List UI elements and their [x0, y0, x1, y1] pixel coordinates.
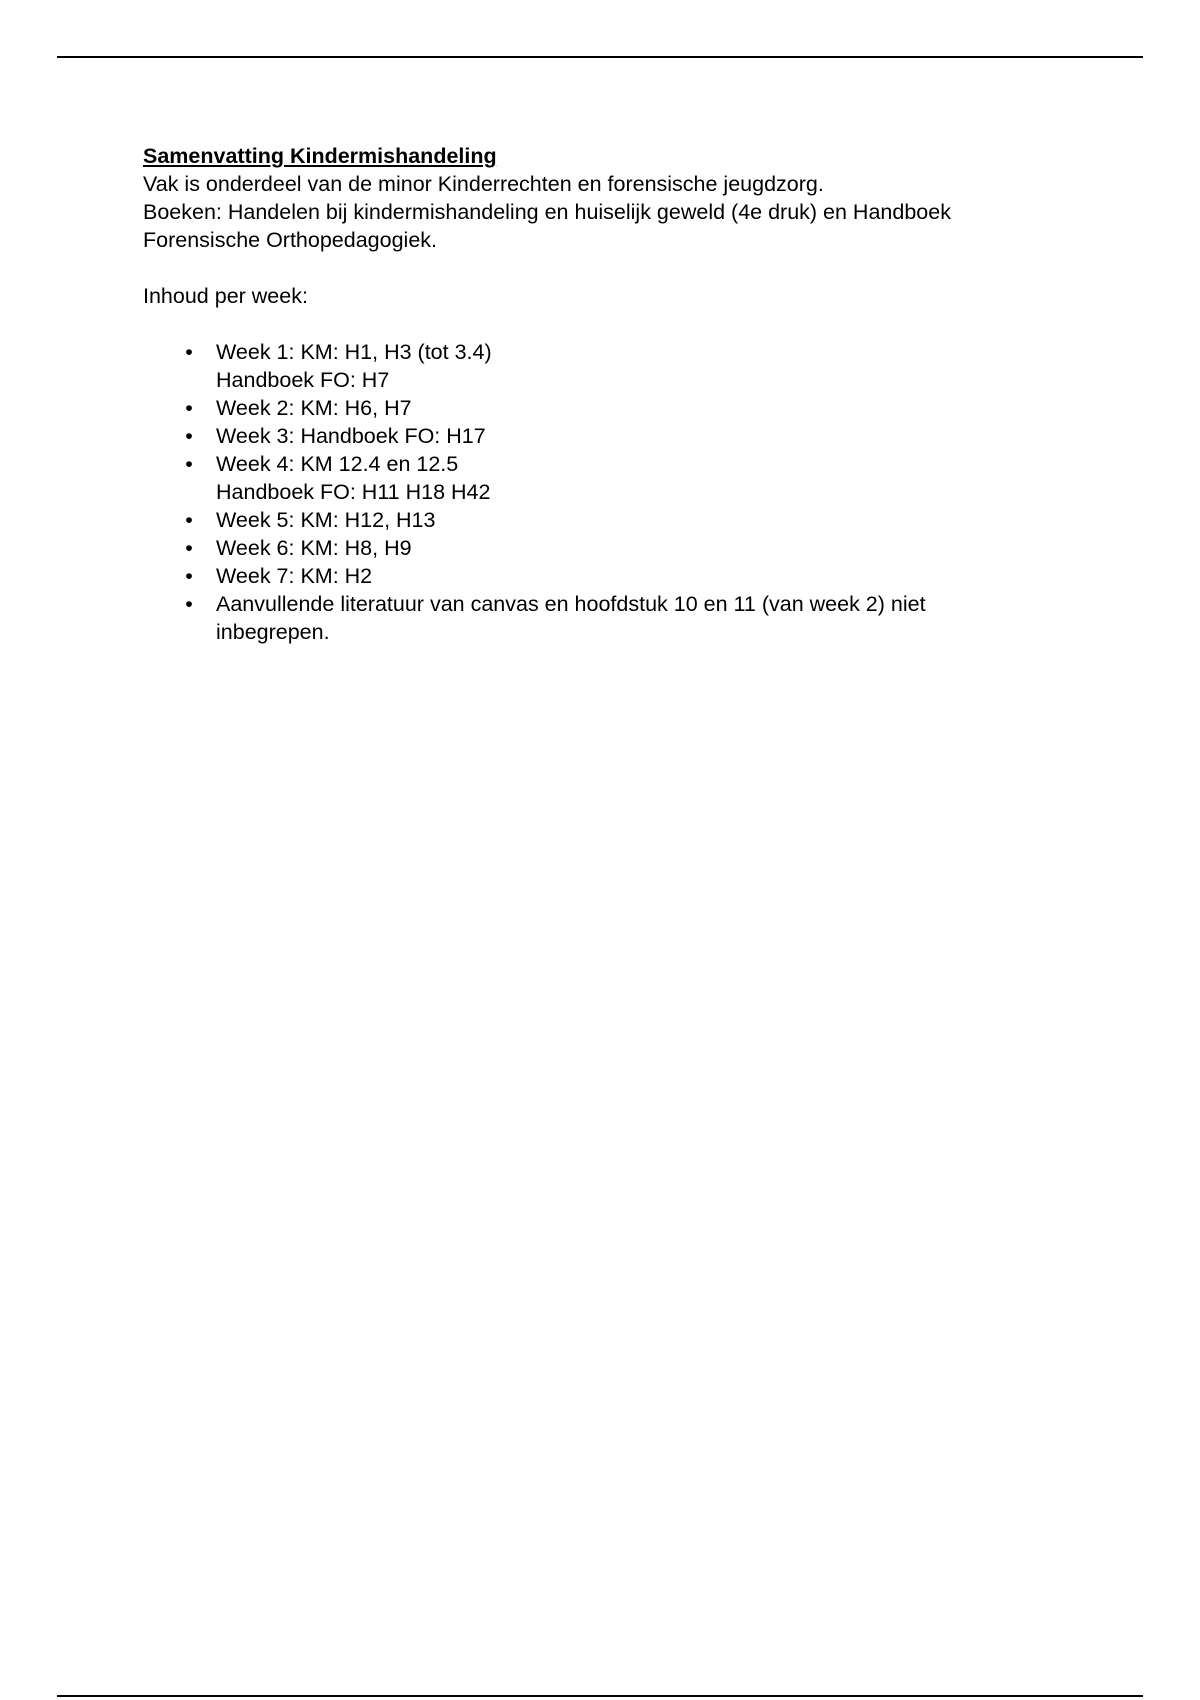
list-item-subtext: Handboek FO: H11 H18 H42 [216, 480, 491, 504]
intro-text: Vak is onderdeel van de minor Kinderrechten en forensische jeugdzorg. [143, 172, 824, 196]
list-item [143, 506, 1083, 534]
bullet-icon: • [185, 564, 193, 588]
bullet-icon: • [185, 340, 193, 364]
list-item-text: Week 5: KM: H12, H13 [216, 508, 436, 532]
paragraph-spacer [143, 254, 1083, 282]
list-item-subtext: inbegrepen. [216, 620, 330, 644]
list-item-text: Week 4: KM 12.4 en 12.5 [216, 452, 459, 476]
footer-rule [57, 1695, 1143, 1697]
list-item-text: Aanvullende literatuur van canvas en hoofdstuk 10 en 11 (van week 2) niet [216, 592, 926, 616]
list-item-subtext: Handboek FO: H7 [216, 368, 390, 392]
list-item [143, 534, 1083, 562]
list-item [143, 422, 1083, 450]
list-item [143, 394, 1083, 422]
list-item [143, 590, 1083, 646]
document-title: Samenvatting Kindermishandeling [143, 144, 497, 168]
list-item [143, 562, 1083, 590]
header-rule [57, 56, 1143, 58]
bullet-icon: • [185, 396, 193, 420]
list-item-text: Week 7: KM: H2 [216, 564, 373, 588]
bullet-icon: • [185, 536, 193, 560]
books-text-line-2: Forensische Orthopedagogiek. [143, 228, 438, 252]
books-text-line-1: Boeken: Handelen bij kindermishandeling en huiselijk geweld (4e druk) en Handboek [143, 200, 951, 224]
document-body [143, 142, 1083, 646]
list-item-text: Week 1: KM: H1, H3 (tot 3.4) [216, 340, 492, 364]
bullet-icon: • [185, 592, 193, 616]
bullet-icon: • [185, 508, 193, 532]
list-item-text: Week 2: KM: H6, H7 [216, 396, 412, 420]
list-item [143, 450, 1083, 506]
content-heading: Inhoud per week: [143, 284, 308, 308]
bullet-icon: • [185, 452, 193, 476]
week-list [143, 338, 1083, 646]
list-item [143, 338, 1083, 394]
list-item-text: Week 6: KM: H8, H9 [216, 536, 412, 560]
bullet-icon: • [185, 424, 193, 448]
list-item-text: Week 3: Handboek FO: H17 [216, 424, 486, 448]
